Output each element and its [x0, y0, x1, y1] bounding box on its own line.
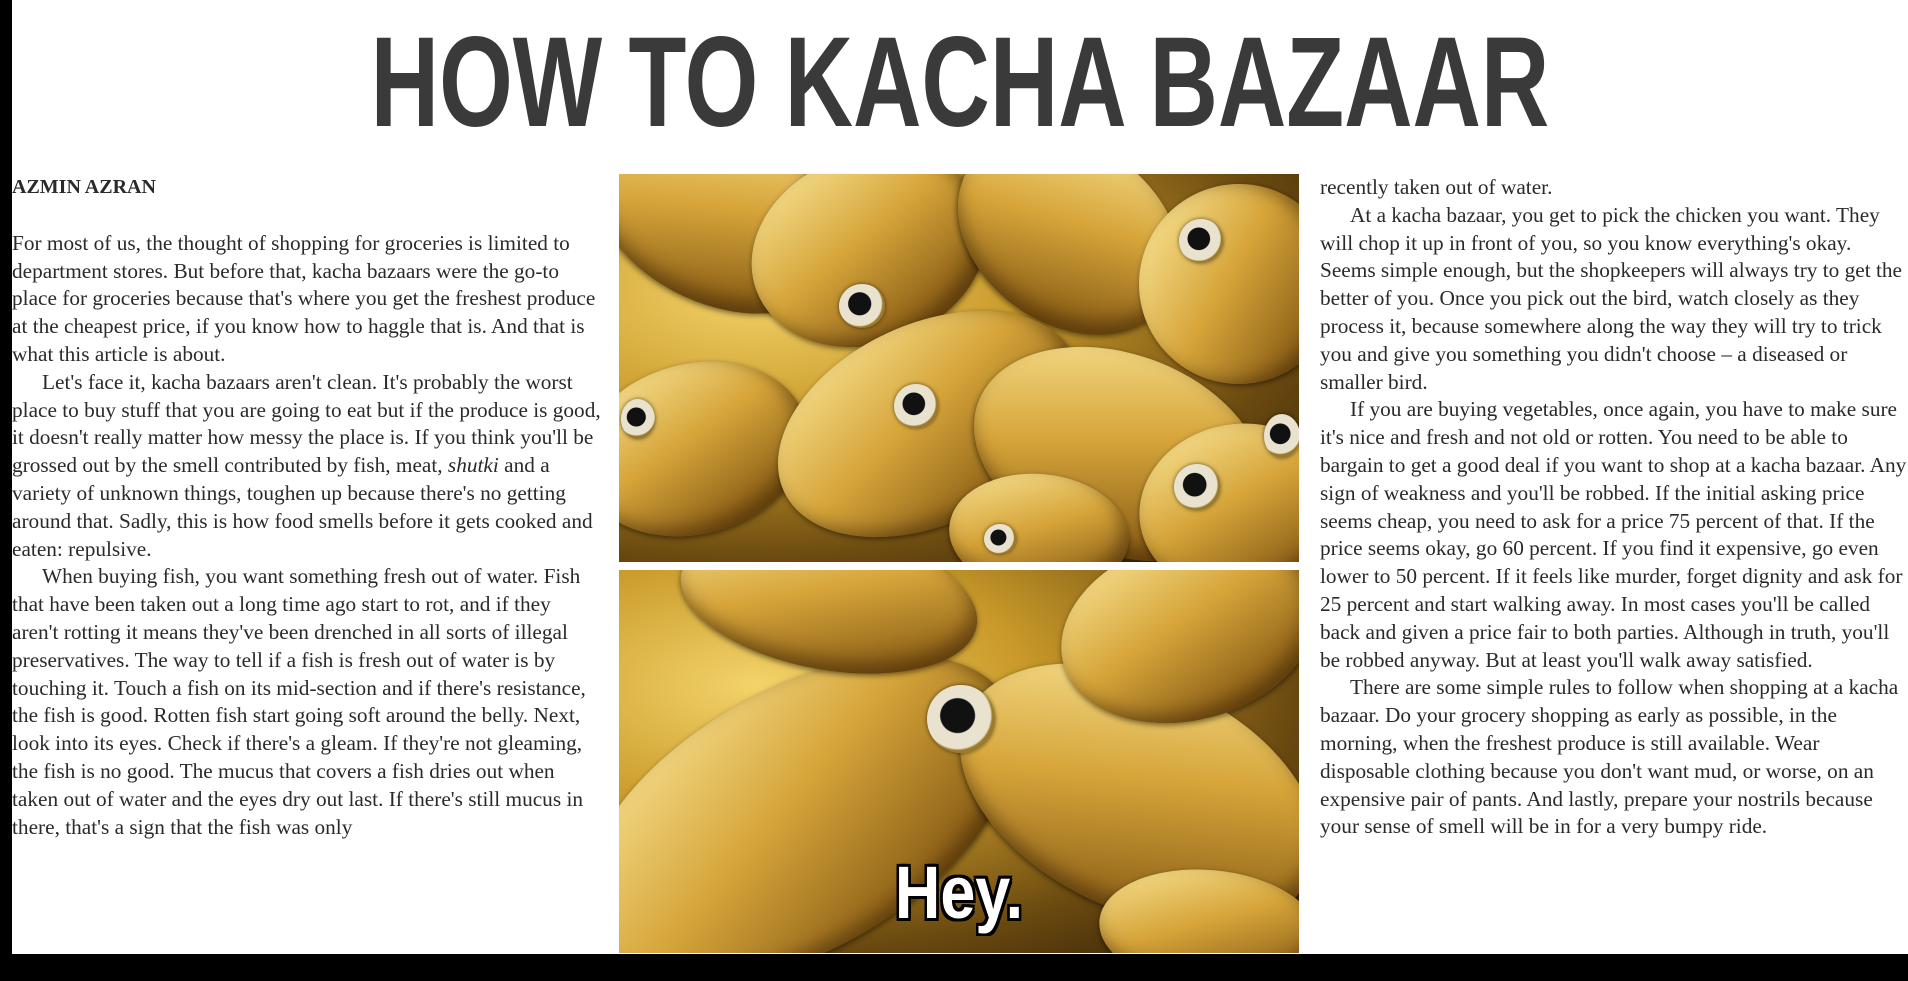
paragraph: Let's face it, kacha bazaars aren't clean. It's probably the worst place to buy stuff that you are going to eat but if the produce is good, it doesn't really matter how messy the place is. If you think you'll be grossed out by the smell contributed by fish, meat, shutki and a variety of unknown things, toughen up because there's no getting around that. Sadly, this is how food smells before it gets cooked and eaten: repulsive.	[12, 369, 601, 561]
fish-photo-bottom	[619, 570, 1299, 953]
author-byline: AZMIN AZRAN	[12, 176, 156, 198]
newspaper-page	[12, 0, 1908, 954]
italic-term: shutki	[447, 453, 499, 478]
paragraph: At a kacha bazaar, you get to pick the chicken you want. They will chop it up in front of you, so you know everything's okay. Seems simple enough, but the shopkeepers will always try to get the better of you. Once you pick out the bird, watch closely as they process it, because somewhere along the way they will try to trick you and give you something you didn't choose – a diseased or smaller bird.	[1320, 202, 1903, 394]
paragraph: There are some simple rules to follow when shopping at a kacha bazaar. Do your grocery shopping as early as possible, in the morning, when the freshest produce is still available. Wear disposable clothing because you don't want mud, or worse, on an expensive pair of pants. And lastly, prepare your nostrils because your sense of smell will be in for a very bumpy ride.	[1320, 675, 1899, 839]
paragraph: For most of us, the thought of shopping for groceries is limited to department stores. But before that, kacha bazaars were the go-to place for groceries because that's where you get the freshest produce at the cheapest price, if you know how to haggle that is. And that is what this article is about.	[12, 230, 596, 366]
article-column-right	[1320, 174, 1908, 841]
paragraph: recently taken out of water.	[1320, 175, 1553, 199]
image-caption: Hey.	[894, 851, 1024, 934]
paragraph: When buying fish, you want something fresh out of water. Fish that have been taken out a long time ago start to rot, and if they aren't rotting it means they've been drenched in all sorts of illegal preservatives. The way to tell if a fish is fresh out of water is by touching it. Touch a fish on its mid-section and if there's resistance, the fish is good. Rotten fish start going soft around the belly. Next, look into its eyes. Check if there's a gleam. If they're not gleaming, the fish is no good. The mucus that covers a fish dries out when taken out of water and the eyes dry out last. If there's still mucus in there, that's a sign that the fish was only	[12, 564, 586, 839]
paragraph: If you are buying vegetables, once again, you have to make sure it's nice and fresh and not old or rotten. You need to be able to bargain to get a good deal if you want to shop at a kacha bazaar. Any sign of weakness and you'll be robbed. If the initial asking price seems cheap, you need to ask for a price 75 percent of that. If the price seems okay, go 60 percent. If you find it expensive, go even lower to 50 percent. If it feels like murder, forget dignity and ask for 25 percent and start walking away. In most cases you'll be called back and given a price fair to both parties. Although in truth, you'll be robbed anyway. But at least you'll walk away satisfied.	[1320, 397, 1907, 672]
article-column-left	[12, 174, 602, 841]
article-title: HOW TO KACHA BAZAAR	[370, 11, 1550, 154]
fish-photo-top	[619, 174, 1299, 562]
